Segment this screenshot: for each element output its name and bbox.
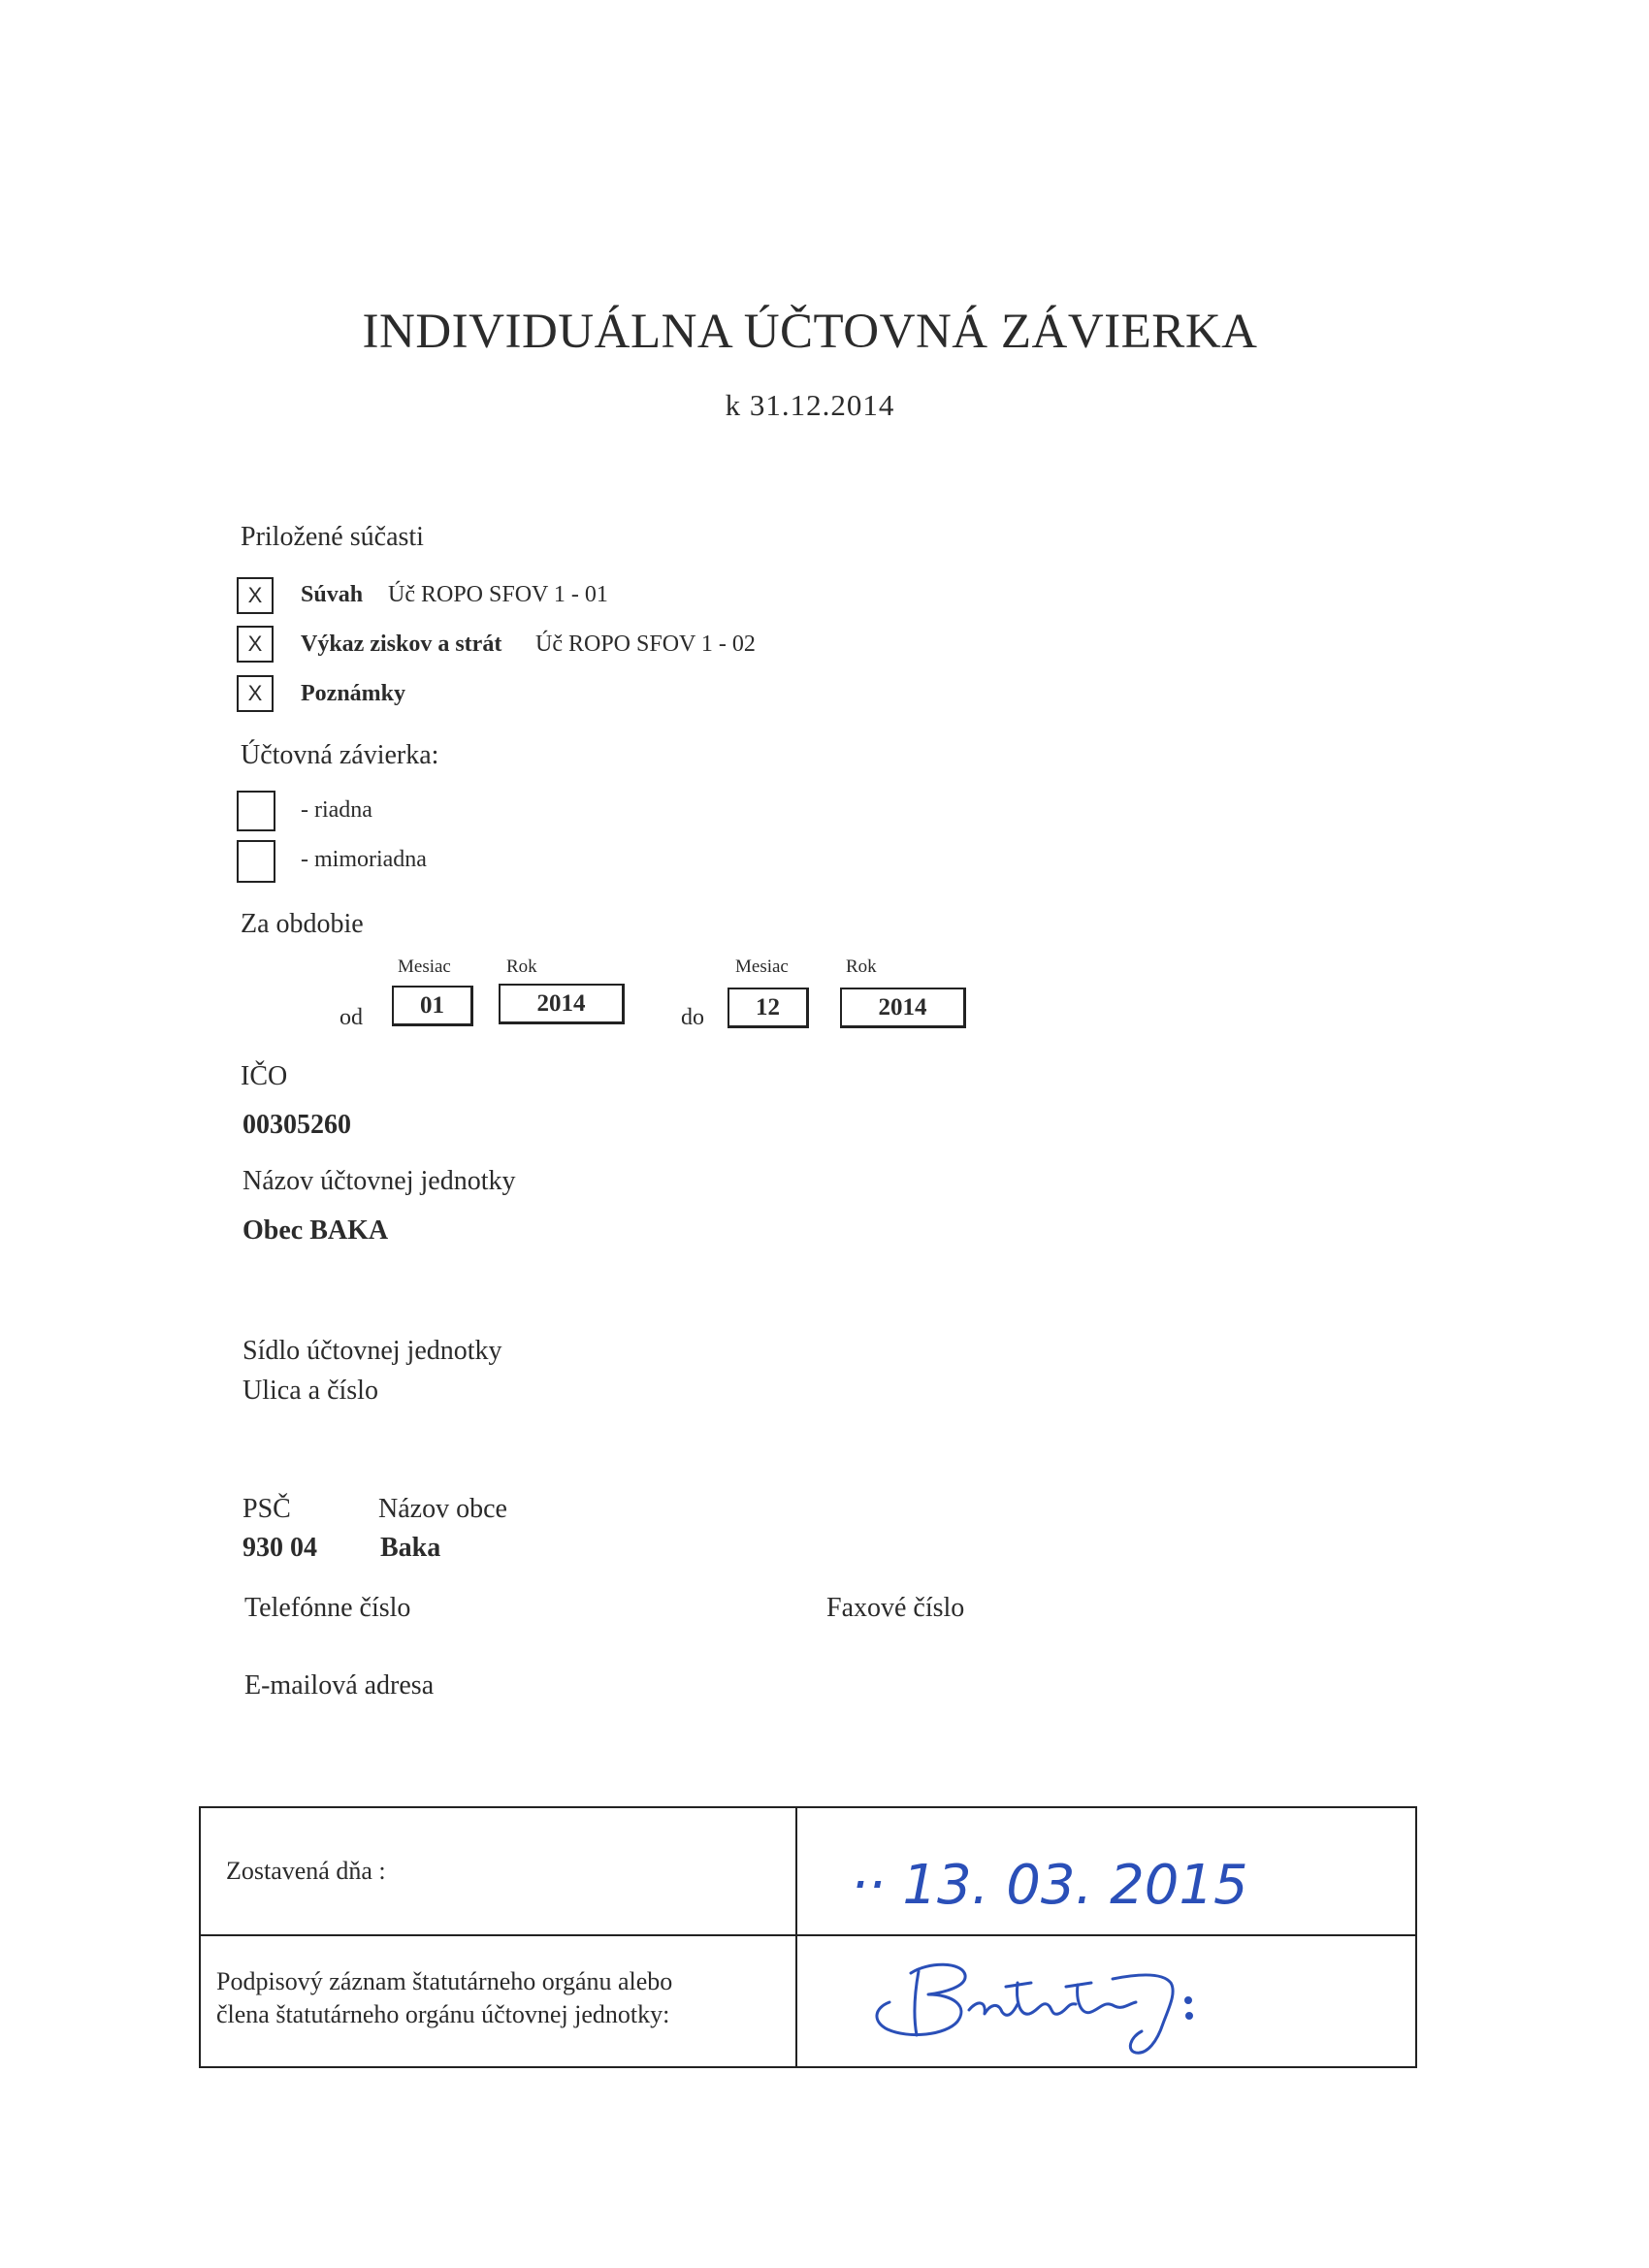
period-heading: Za obdobie xyxy=(241,909,364,939)
compiled-date-label: Zostavená dňa : xyxy=(226,1857,386,1885)
to-month-field[interactable]: 12 xyxy=(728,988,809,1028)
document-title: INDIVIDUÁLNA ÚČTOVNÁ ZÁVIERKA xyxy=(362,305,1258,359)
component-code-suvaha: Úč ROPO SFOV 1 - 01 xyxy=(388,582,608,607)
signature-table xyxy=(199,1806,1417,2068)
component-name-suvaha: Súvah xyxy=(301,582,364,607)
ico-label: IČO xyxy=(241,1061,288,1091)
closing-type-heading: Účtovná závierka: xyxy=(241,740,439,770)
signature-label-line1: Podpisový záznam štatutárneho orgánu alebo xyxy=(216,1967,673,1995)
email-label: E-mailová adresa xyxy=(244,1670,435,1701)
table-divider-horizontal xyxy=(201,1934,1415,1936)
handwritten-signature-icon xyxy=(860,1944,1268,2065)
from-month-field[interactable]: 01 xyxy=(392,986,473,1026)
signature-label-line2: člena štatutárneho orgánu účtovnej jednotky: xyxy=(216,2000,670,2028)
town-label: Názov obce xyxy=(378,1494,507,1524)
entity-name-label: Názov účtovnej jednotky xyxy=(242,1166,516,1196)
from-year-field[interactable]: 2014 xyxy=(499,984,625,1024)
component-name-vykaz: Výkaz ziskov a strát xyxy=(301,632,502,657)
option-label-mimoriadna: - mimoriadna xyxy=(301,847,427,872)
document-date: k 31.12.2014 xyxy=(725,388,895,422)
handwritten-date xyxy=(841,1833,1384,1927)
from-month-label: Mesiac xyxy=(398,956,451,977)
checkbox-poznamky[interactable]: X xyxy=(237,675,274,712)
phone-label: Telefónne číslo xyxy=(244,1593,411,1623)
to-year-field[interactable]: 2014 xyxy=(840,988,966,1028)
to-label: do xyxy=(681,1005,704,1030)
table-divider-vertical xyxy=(795,1808,797,2066)
to-month-label: Mesiac xyxy=(735,956,789,977)
ico-value: 00305260 xyxy=(242,1110,351,1140)
to-year-label: Rok xyxy=(846,956,877,977)
from-year-label: Rok xyxy=(506,956,537,977)
handwritten-date-text: ·· 13. 03. 2015 xyxy=(851,1854,1248,1917)
checkbox-vykaz[interactable]: X xyxy=(237,626,274,663)
town-value: Baka xyxy=(380,1533,441,1563)
street-label: Ulica a číslo xyxy=(242,1376,378,1406)
checkbox-mimoriadna[interactable] xyxy=(237,840,275,883)
checkbox-suvaha[interactable]: X xyxy=(237,577,274,614)
seat-label: Sídlo účtovnej jednotky xyxy=(242,1336,502,1366)
entity-name-value: Obec BAKA xyxy=(242,1215,389,1246)
component-code-vykaz: Úč ROPO SFOV 1 - 02 xyxy=(535,632,756,657)
checkbox-riadna[interactable] xyxy=(237,791,275,831)
from-label: od xyxy=(340,1005,363,1030)
fax-label: Faxové číslo xyxy=(826,1593,965,1623)
component-name-poznamky: Poznámky xyxy=(301,681,405,706)
psc-label: PSČ xyxy=(242,1494,291,1524)
psc-value: 930 04 xyxy=(242,1533,317,1563)
option-label-riadna: - riadna xyxy=(301,797,372,823)
components-heading: Priložené súčasti xyxy=(241,522,424,552)
